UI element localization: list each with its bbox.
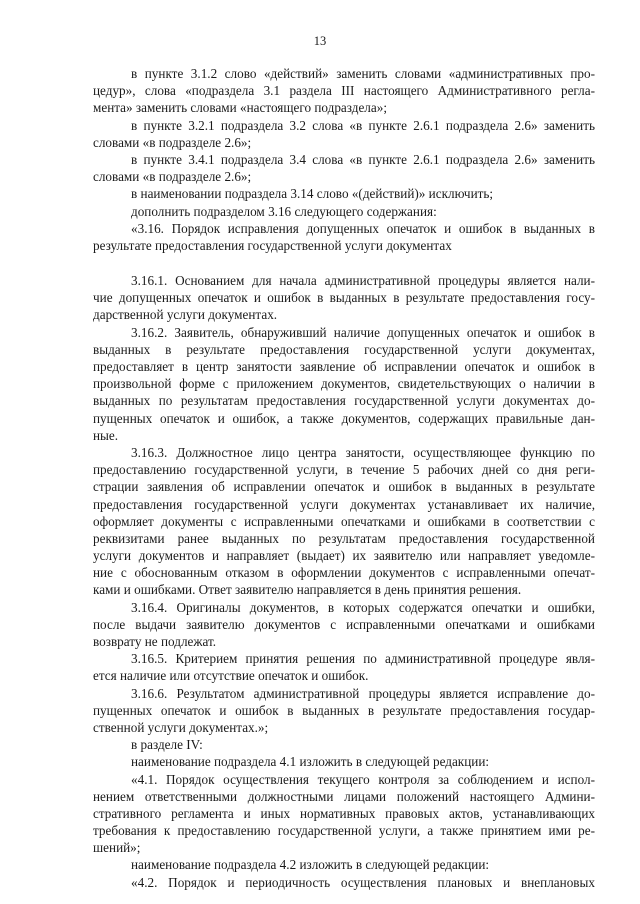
text-line: пущенных опечаток и ошибок, а также документов, содержащих правильные дан-	[93, 410, 595, 426]
text-line: ется наличие или отсутствие опечаток и ошибок.	[93, 668, 369, 684]
text-line: предоставлению государственной услуги, в течение 5 рабочих дней со дня реги-	[93, 462, 595, 478]
text-line: в разделе IV:	[131, 737, 203, 753]
paragraph	[93, 753, 595, 770]
document-body	[93, 65, 595, 891]
paragraph	[93, 185, 595, 202]
text-line: страции заявления об исправлении опечаток и ошибок в выданных в результате	[93, 479, 595, 495]
paragraph-gap	[93, 254, 595, 272]
text-line: «3.16. Порядок исправления допущенных опечаток и ошибок в выданных в	[131, 220, 595, 236]
text-line: выданных в результате предоставления государственной услуги документах,	[93, 341, 595, 357]
paragraph	[93, 650, 595, 684]
text-line: чие допущенных опечаток и ошибок в выданных в результате предоставления госу-	[93, 290, 595, 306]
text-line: 3.16.1. Основанием для начала административной процедуры является нали-	[131, 273, 595, 289]
paragraph	[93, 444, 595, 599]
paragraph	[93, 685, 595, 737]
text-line: в пункте 3.1.2 слово «действий» заменить словами «административных про-	[131, 66, 595, 81]
text-line: возврату не подлежат.	[93, 634, 217, 649]
paragraph	[93, 220, 595, 254]
text-line: стративного регламента и иных нормативных правовых актов, устанавливающих	[93, 805, 595, 821]
text-line: предоставления государственной услуги документах устанавливает их наличие,	[93, 496, 595, 512]
text-line: мента» заменить словами «настоящего подраздела»;	[93, 100, 387, 116]
paragraph	[93, 117, 595, 151]
page-number: 13	[313, 34, 327, 48]
text-line: наименование подраздела 4.1 изложить в следующей редакции:	[131, 754, 490, 770]
text-line: ственной услуги документах.»;	[93, 719, 269, 735]
text-line: в наименовании подраздела 3.14 слово «(действий)» исключить;	[131, 186, 494, 202]
text-line: «4.1. Порядок осуществления текущего контроля за соблюдением и испол-	[131, 771, 595, 787]
text-line: в пункте 3.2.1 подраздела 3.2 слова «в пункте 2.6.1 подраздела 2.6» заменить	[131, 117, 595, 133]
text-line: 3.16.6. Результатом административной процедуры является исправление до-	[131, 685, 595, 701]
text-line: оформляет документы с исправленными опечатками и ошибками в соответствии с	[93, 513, 595, 529]
paragraph	[93, 856, 595, 873]
text-line: произвольной форме с приложением документов, свидетельствующих о наличии в	[93, 376, 595, 392]
text-line: после выдачи заявителю документов с исправленными опечатками и ошибками	[93, 616, 595, 632]
text-line: «4.2. Порядок и периодичность осуществления плановых и внеплановых	[131, 874, 595, 890]
text-line: ние с обоснованным отказом в оформлении документов с исправленными опечат-	[93, 565, 595, 581]
paragraph	[93, 771, 595, 857]
text-line: словами «в подразделе 2.6»;	[93, 169, 252, 185]
text-line: 3.16.4. Оригиналы документов, в которых содержатся опечатки и ошибки,	[131, 599, 595, 615]
paragraph	[93, 65, 595, 117]
text-line: 3.16.3. Должностное лицо центра занятости, осуществляющее функцию по	[131, 444, 595, 460]
paragraph	[93, 272, 595, 324]
text-line: словами «в подразделе 2.6»;	[93, 134, 252, 150]
text-line: 3.16.2. Заявитель, обнаруживший наличие допущенных опечаток и ошибок в	[131, 324, 595, 340]
text-line: в пункте 3.4.1 подраздела 3.4 слова «в пункте 2.6.1 подраздела 2.6» заменить	[131, 151, 595, 167]
text-line: услуги документов и направляет (выдает) их заявителю или направляет уведомле-	[93, 548, 595, 564]
paragraph	[93, 874, 595, 891]
text-line: ные.	[93, 427, 119, 443]
text-line: пущенных опечаток и ошибок в выданных в результате предоставления государ-	[93, 702, 595, 718]
text-line: шений»;	[93, 840, 141, 856]
text-line: реквизитами ранее выданных по результатам предоставления государственной	[93, 530, 595, 546]
text-line: ками и ошибками. Ответ заявителю направляется в день принятия решения.	[93, 582, 522, 598]
text-line: требования к предоставлению государственной услуги, а также принятием ими ре-	[93, 823, 595, 839]
text-line: дополнить подразделом 3.16 следующего содержания:	[131, 203, 437, 219]
paragraph	[93, 736, 595, 753]
text-line: результате предоставления государственной услуги документах	[93, 237, 452, 253]
text-line: выданных по результатам предоставления государственной услуги документах до-	[93, 393, 595, 409]
text-line: цедур», слова «подраздела 3.1 раздела III настоящего Административного регла-	[93, 83, 595, 99]
text-line: 3.16.5. Критерием принятия решения по административной процедуре явля-	[131, 651, 595, 667]
paragraph	[93, 151, 595, 185]
paragraph	[93, 599, 595, 651]
paragraph	[93, 203, 595, 220]
paragraph	[93, 324, 595, 444]
text-line: дарственной услуги документах.	[93, 307, 278, 323]
text-line: предоставляет в центр занятости заявление об исправлении опечаток и ошибок в	[93, 359, 595, 374]
text-line: наименование подраздела 4.2 изложить в следующей редакции:	[131, 857, 490, 873]
text-line: нением ответственными должностными лицами положений настоящего Админи-	[93, 788, 595, 804]
